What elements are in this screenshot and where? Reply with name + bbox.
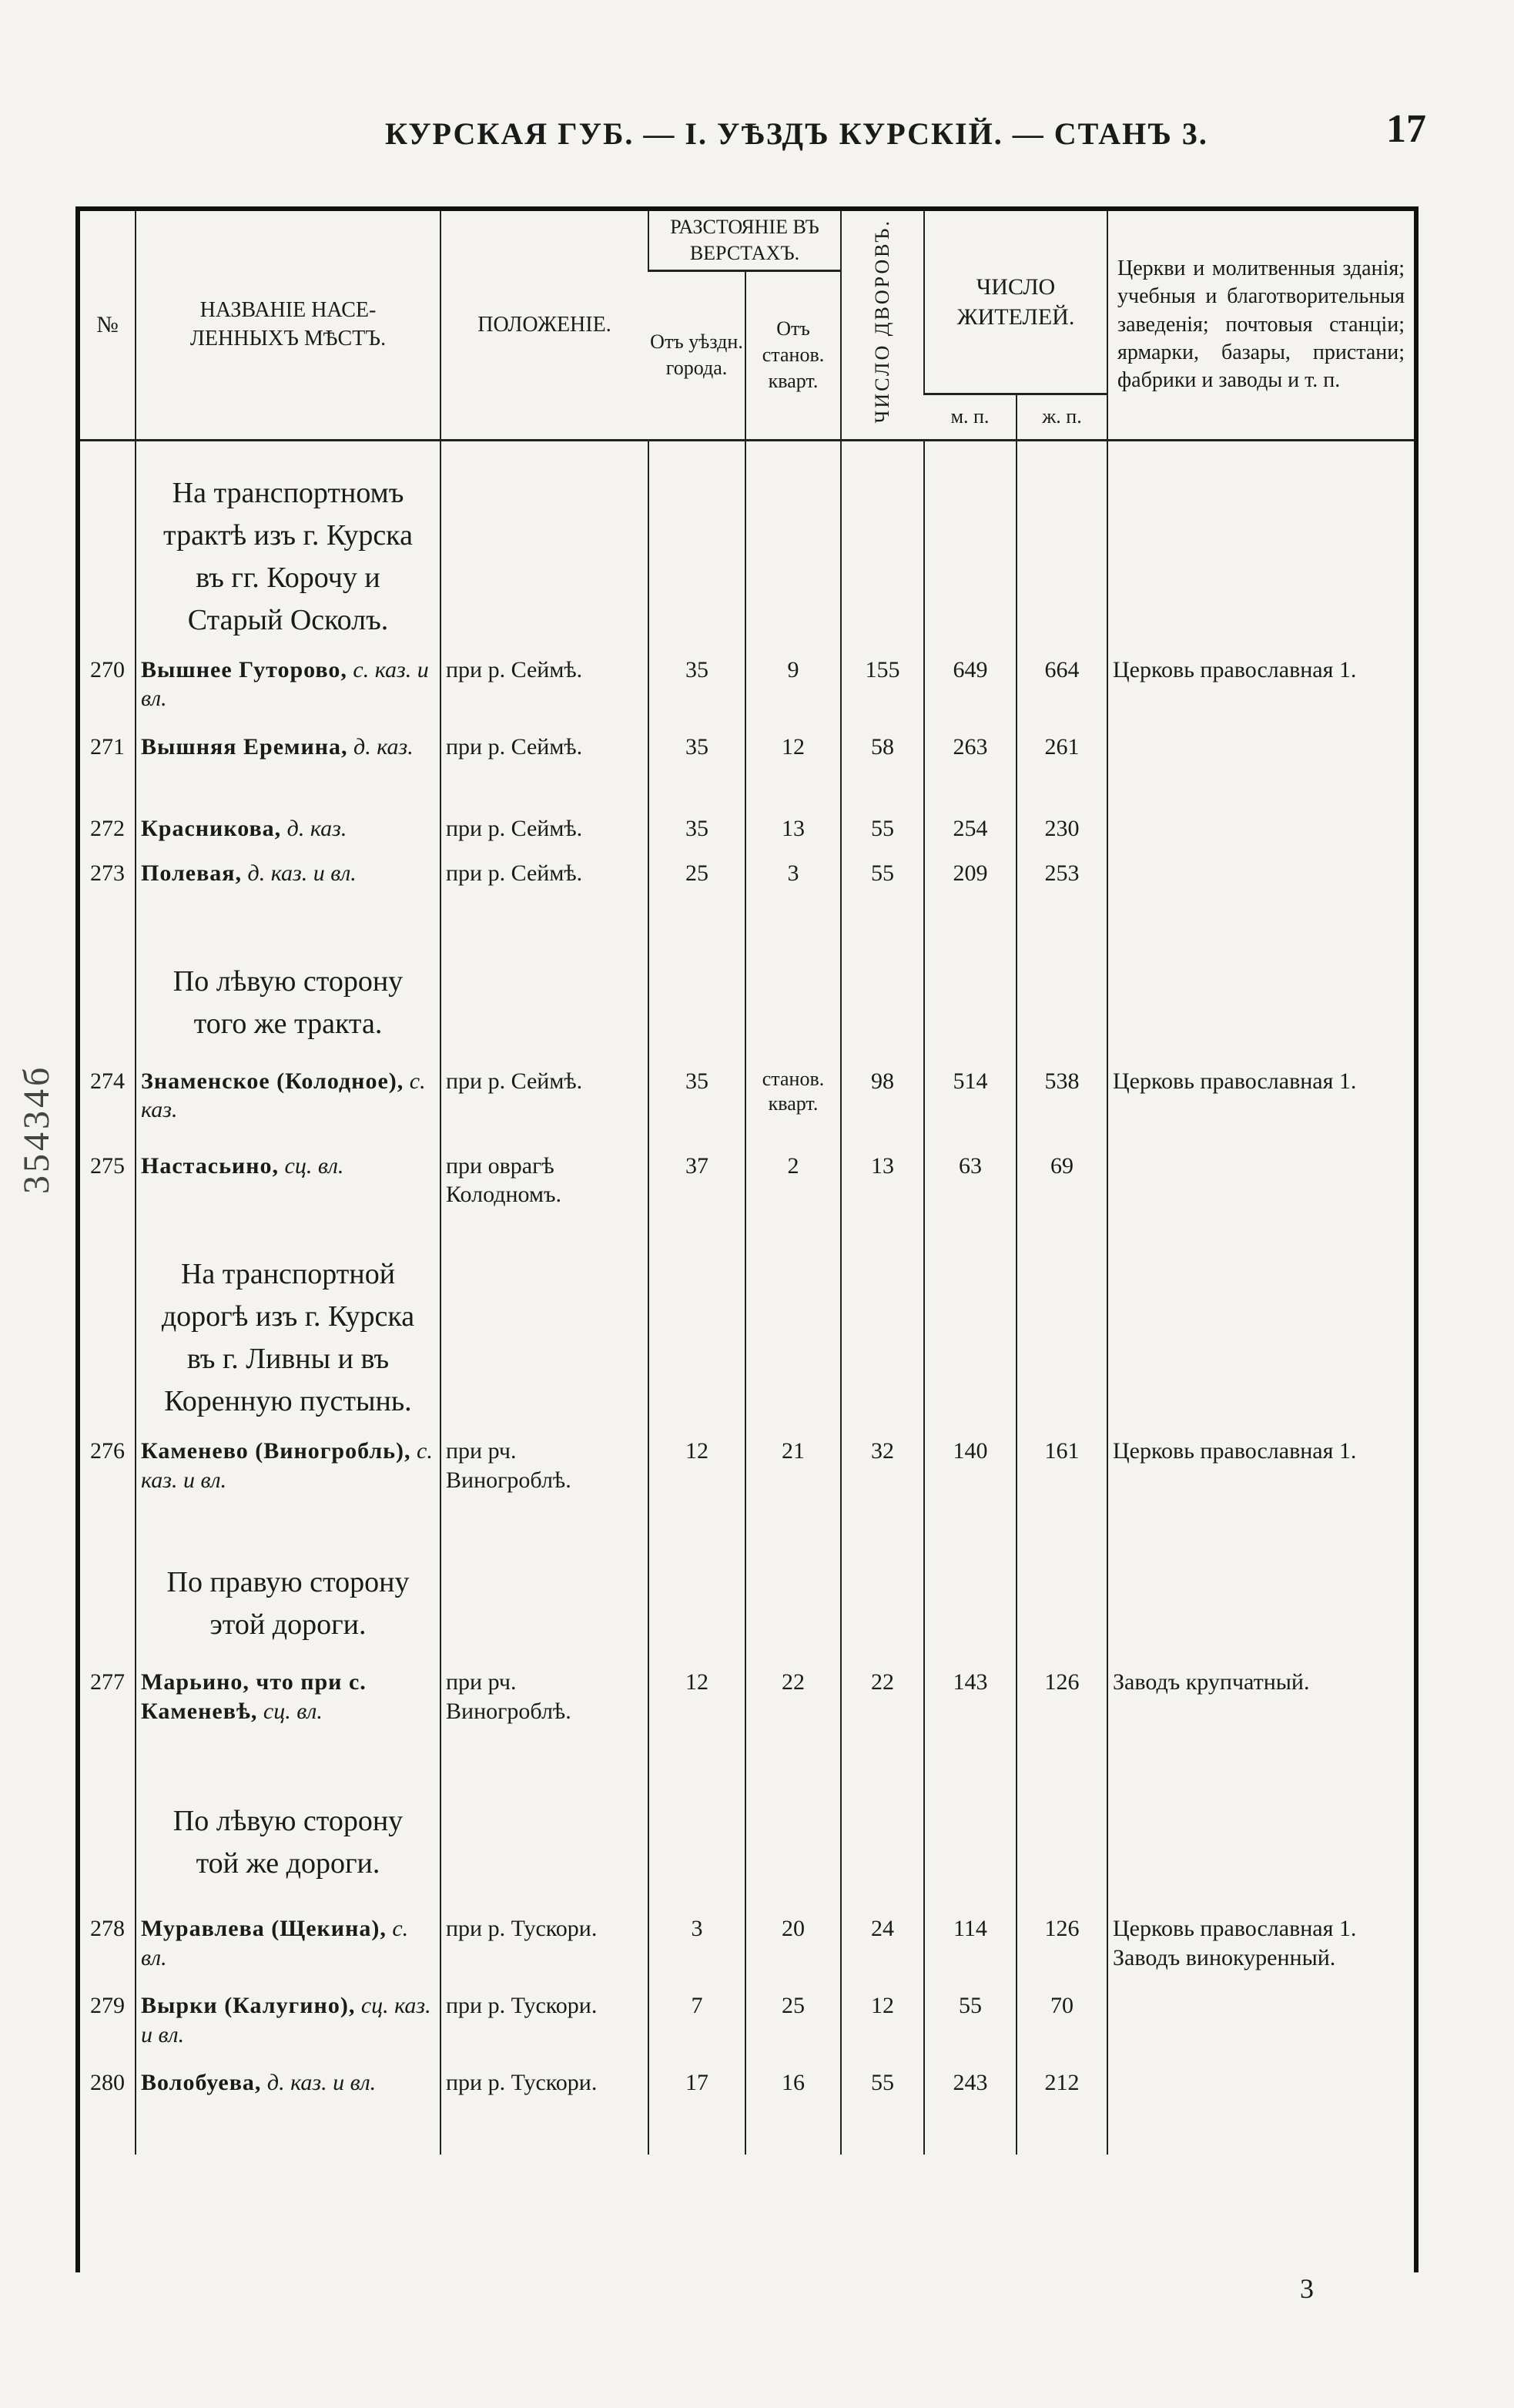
col-header-notes: Церкви и молитвенныя зданія; учебныя и благотворительныя заведенія; почтовыя станціи; ярмарки, базары, пристани; фабрики и заводы и т. п.	[1107, 211, 1414, 440]
female-cell: 261	[1017, 726, 1107, 808]
settlement-name-cell	[136, 726, 440, 808]
table-row	[80, 1662, 1414, 1769]
settlement-type: сц. каз. и вл.	[141, 1993, 431, 2047]
settlement-name: Настасьино,	[141, 1152, 280, 1179]
female-cell: 126	[1017, 1908, 1107, 1985]
running-title: КУРСКАЯ ГУБ. — I. УѢЗДЪ КУРСКІЙ. — СТАНЪ 3.	[385, 116, 1208, 151]
table-row	[80, 726, 1414, 808]
dist-stan-cell: 21	[745, 1430, 841, 1531]
dist-stan-cell: станов. кварт.	[745, 1061, 841, 1145]
notes-cell: Церковь православная 1.	[1107, 1430, 1414, 1531]
settlement-name: Знаменское (Колодное),	[141, 1068, 404, 1094]
page-number: 17	[1386, 107, 1426, 151]
dist-stan-cell: 13	[745, 808, 841, 853]
col-header-no: №	[80, 211, 136, 440]
table-row	[80, 853, 1414, 930]
households-cell: 98	[841, 1061, 924, 1145]
position-cell: при р. Тускори.	[440, 1985, 648, 2062]
settlement-name: Полевая,	[141, 860, 243, 886]
row-number: 275	[90, 1152, 125, 1179]
col-header-position: ПОЛОЖЕНІЕ.	[440, 211, 648, 440]
footer-signature-number: 3	[1300, 2273, 1314, 2304]
col-header-male: м. п.	[924, 394, 1017, 440]
section-heading: На транспортной дорогѣ изъ г. Курска въ г. Ливны и въ Коренную пустынь.	[136, 1222, 440, 1430]
dist-uezd-cell: 12	[648, 1662, 745, 1769]
male-cell: 143	[924, 1662, 1017, 1769]
settlement-type: сц. вл.	[284, 1152, 344, 1179]
settlement-name-cell	[136, 2062, 440, 2155]
male-cell: 254	[924, 808, 1017, 853]
households-cell: 55	[841, 2062, 924, 2155]
settlement-name-cell	[136, 853, 440, 930]
settlement-type: с. каз. и вл.	[141, 1438, 433, 1493]
table-row	[80, 2062, 1414, 2155]
dist-uezd-cell: 35	[648, 726, 745, 808]
section-heading-row	[80, 1222, 1414, 1430]
notes-cell	[1107, 1145, 1414, 1222]
settlement-name-cell	[136, 808, 440, 853]
settlement-type: д. каз. и вл.	[247, 860, 357, 886]
settlement-name: Каменево (Виногробль),	[141, 1438, 411, 1464]
female-cell: 69	[1017, 1145, 1107, 1222]
settlement-name-cell	[136, 1908, 440, 1985]
female-cell: 126	[1017, 1662, 1107, 1769]
notes-cell: Церковь православная 1.	[1107, 649, 1414, 726]
settlement-type: д. каз.	[353, 733, 414, 760]
female-cell: 664	[1017, 649, 1107, 726]
section-heading-row	[80, 1531, 1414, 1662]
table-row	[80, 1430, 1414, 1531]
settlement-name-cell	[136, 1061, 440, 1145]
households-cell: 155	[841, 649, 924, 726]
dist-stan-cell: 16	[745, 2062, 841, 2155]
notes-cell	[1107, 1985, 1414, 2062]
table-row	[80, 1061, 1414, 1145]
position-cell: при рч. Виногроблѣ.	[440, 1662, 648, 1769]
settlement-name: Вышнее Гуторово,	[141, 656, 347, 682]
settlement-type: с. каз. и вл.	[141, 656, 429, 712]
row-number: 272	[90, 815, 125, 841]
position-cell: при р. Тускори.	[440, 2062, 648, 2155]
female-cell: 253	[1017, 853, 1107, 930]
row-number: 278	[90, 1916, 125, 1942]
male-cell: 209	[924, 853, 1017, 930]
settlement-name-cell	[136, 1430, 440, 1531]
section-heading: По правую сторону этой дороги.	[136, 1531, 440, 1662]
male-cell: 243	[924, 2062, 1017, 2155]
notes-cell: Заводъ крупчатный.	[1107, 1662, 1414, 1769]
row-number: 280	[90, 2070, 125, 2096]
male-cell: 514	[924, 1061, 1017, 1145]
table-body	[80, 440, 1414, 2155]
table-row	[80, 649, 1414, 726]
position-cell: при р. Сеймѣ.	[440, 649, 648, 726]
col-header-households	[841, 211, 924, 440]
section-heading: По лѣвую сторону того же тракта.	[136, 930, 440, 1061]
section-heading: По лѣвую сторону той же дороги.	[136, 1769, 440, 1908]
dist-uezd-cell: 37	[648, 1145, 745, 1222]
table-row	[80, 1908, 1414, 1985]
position-cell: при р. Сеймѣ.	[440, 726, 648, 808]
households-cell: 13	[841, 1145, 924, 1222]
section-heading: На транспортномъ трактѣ изъ г. Курска въ гг. Корочу и Старый Осколъ.	[136, 440, 440, 649]
settlement-type: д. каз.	[286, 815, 347, 841]
section-heading-row	[80, 440, 1414, 649]
settlement-type: с. каз.	[141, 1068, 426, 1123]
section-heading-row	[80, 930, 1414, 1061]
households-cell: 55	[841, 853, 924, 930]
col-header-female: ж. п.	[1017, 394, 1107, 440]
settlement-name: Вышняя Еремина,	[141, 733, 348, 760]
settlement-name-cell	[136, 649, 440, 726]
notes-cell: Церковь православная 1.	[1107, 1061, 1414, 1145]
households-cell: 22	[841, 1662, 924, 1769]
notes-cell	[1107, 726, 1414, 808]
position-cell: при р. Сеймѣ.	[440, 808, 648, 853]
settlement-name: Вырки (Калугино),	[141, 1993, 356, 2019]
dist-stan-cell: 3	[745, 853, 841, 930]
margin-inventory-number: 35434б	[16, 1064, 57, 1194]
settlement-name-cell	[136, 1985, 440, 2062]
households-header-label: ЧИСЛО ДВОРОВЪ.	[871, 219, 894, 424]
notes-cell	[1107, 853, 1414, 930]
settlement-name-cell	[136, 1145, 440, 1222]
settlement-name: Волобуева,	[141, 2070, 262, 2096]
female-cell: 212	[1017, 2062, 1107, 2155]
dist-stan-cell: 20	[745, 1908, 841, 1985]
female-cell: 538	[1017, 1061, 1107, 1145]
settlement-name: Красникова,	[141, 815, 282, 841]
settlement-name-cell	[136, 1662, 440, 1769]
dist-uezd-cell: 3	[648, 1908, 745, 1985]
dist-uezd-cell: 35	[648, 808, 745, 853]
table-row	[80, 808, 1414, 853]
female-cell: 70	[1017, 1985, 1107, 2062]
row-number: 271	[90, 733, 125, 760]
col-header-population: ЧИСЛО ЖИТЕЛЕЙ.	[924, 211, 1107, 394]
row-number: 273	[90, 860, 125, 886]
settlements-table	[80, 211, 1414, 2155]
notes-cell: Церковь православная 1. Заводъ винокуренный.	[1107, 1908, 1414, 1985]
notes-cell	[1107, 808, 1414, 853]
female-cell: 161	[1017, 1430, 1107, 1531]
settlement-type: сц. вл.	[263, 1698, 323, 1724]
male-cell: 55	[924, 1985, 1017, 2062]
households-cell: 32	[841, 1430, 924, 1531]
row-number: 279	[90, 1993, 125, 2019]
dist-stan-cell: 22	[745, 1662, 841, 1769]
female-cell: 230	[1017, 808, 1107, 853]
position-cell: при р. Сеймѣ.	[440, 1061, 648, 1145]
dist-stan-cell: 12	[745, 726, 841, 808]
male-cell: 263	[924, 726, 1017, 808]
section-heading-row	[80, 1769, 1414, 1908]
row-number: 274	[90, 1068, 125, 1094]
male-cell: 114	[924, 1908, 1017, 1985]
dist-stan-cell: 9	[745, 649, 841, 726]
male-cell: 140	[924, 1430, 1017, 1531]
dist-uezd-cell: 35	[648, 1061, 745, 1145]
dist-stan-cell: 25	[745, 1985, 841, 2062]
col-header-dist-stan: Отъ станов. кварт.	[745, 270, 841, 440]
settlement-name: Марьино, что при с. Каменевѣ,	[141, 1669, 367, 1724]
households-cell: 12	[841, 1985, 924, 2062]
table-row	[80, 1145, 1414, 1222]
male-cell: 63	[924, 1145, 1017, 1222]
row-number: 270	[90, 656, 125, 682]
position-cell: при оврагѣ Колодномъ.	[440, 1145, 648, 1222]
notes-cell	[1107, 2062, 1414, 2155]
dist-uezd-cell: 12	[648, 1430, 745, 1531]
col-header-name: НАЗВАНІЕ НАСЕ-ЛЕННЫХЪ МѢСТЪ.	[136, 211, 440, 440]
households-cell: 58	[841, 726, 924, 808]
position-cell: при р. Сеймѣ.	[440, 853, 648, 930]
row-number: 276	[90, 1438, 125, 1464]
position-cell: при рч. Виногроблѣ.	[440, 1430, 648, 1531]
households-cell: 55	[841, 808, 924, 853]
table-row	[80, 1985, 1414, 2062]
position-cell: при р. Тускори.	[440, 1908, 648, 1985]
male-cell: 649	[924, 649, 1017, 726]
dist-stan-cell: 2	[745, 1145, 841, 1222]
dist-uezd-cell: 17	[648, 2062, 745, 2155]
col-header-distance: РАЗСТОЯНІЕ ВЪ ВЕРСТАХЪ.	[648, 211, 841, 270]
table-header	[80, 211, 1414, 440]
settlement-name: Муравлева (Щекина),	[141, 1916, 387, 1942]
settlement-type: д. каз. и вл.	[266, 2070, 377, 2096]
dist-uezd-cell: 35	[648, 649, 745, 726]
row-no-cell	[80, 440, 136, 649]
households-cell: 24	[841, 1908, 924, 1985]
col-header-dist-uezd: Отъ уѣздн. города.	[648, 270, 745, 440]
row-number: 277	[90, 1669, 125, 1695]
dist-uezd-cell: 25	[648, 853, 745, 930]
dist-uezd-cell: 7	[648, 1985, 745, 2062]
settlement-type: с. вл.	[141, 1916, 409, 1970]
